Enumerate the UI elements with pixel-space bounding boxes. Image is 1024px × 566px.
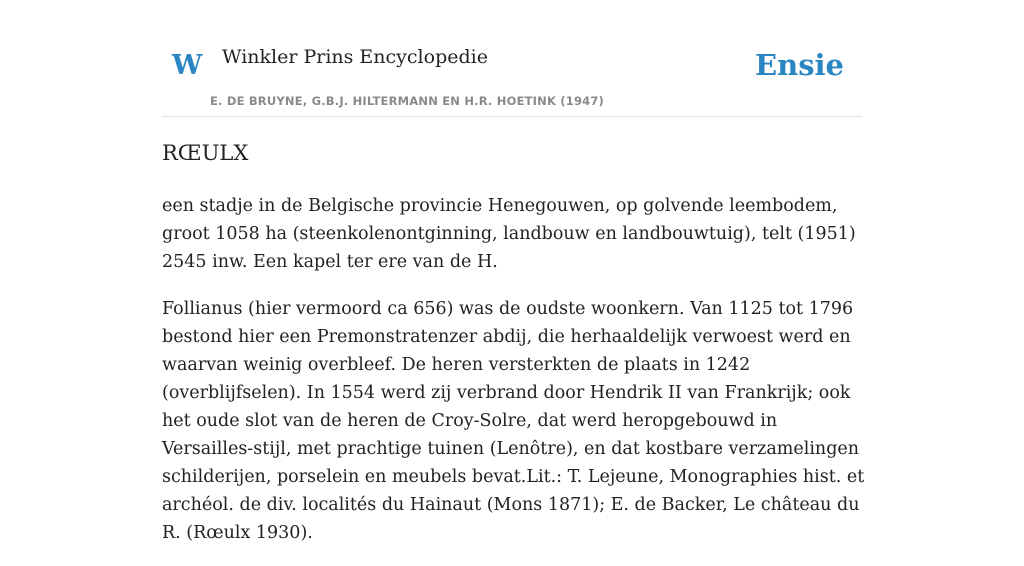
- article-headword: RŒULX: [162, 141, 249, 165]
- article-paragraph: een stadje in de Belgische provincie Henegouwen, op golvende leembodem, groot 1058 ha (steenkolenontginning, landbouw en landbouwtuig), telt (1951) 2545 inw. Een kapel ter ere van de H.: [162, 196, 856, 272]
- site-header: [162, 0, 862, 117]
- article-body: [162, 192, 868, 566]
- source-authors: E. DE BRUYNE, G.B.J. HILTERMANN EN H.R. HOETINK (1947): [210, 94, 605, 108]
- ensie-logo[interactable]: Ensie: [755, 48, 844, 82]
- article-paragraph: Follianus (hier vermoord ca 656) was de oudste woonkern. Van 1125 tot 1796 bestond hier een Premonstratenzer abdij, die herhaaldelijk verwoest werd en waarvan weinig overbleef. De heren versterkten de plaats in 1242 (overblijfselen). In 1554 werd zij verbrand door Hendrik II van Frankrijk; ook het oude slot van de heren de Croy-Solre, dat werd heropgebouwd in Versailles-stijl, met prachtige tuinen (Lenôtre), en dat kostbare verzamelingen schilderijen, porselein en meubels bevat.Lit.: T. Lejeune, Monographies hist. et archéol. de div. localités du Hainaut (Mons 1871); E. de Backer, Le château du R. (Rœulx 1930).: [162, 299, 865, 543]
- source-title[interactable]: Winkler Prins Encyclopedie: [222, 46, 488, 68]
- winkler-prins-logo[interactable]: W: [172, 50, 203, 81]
